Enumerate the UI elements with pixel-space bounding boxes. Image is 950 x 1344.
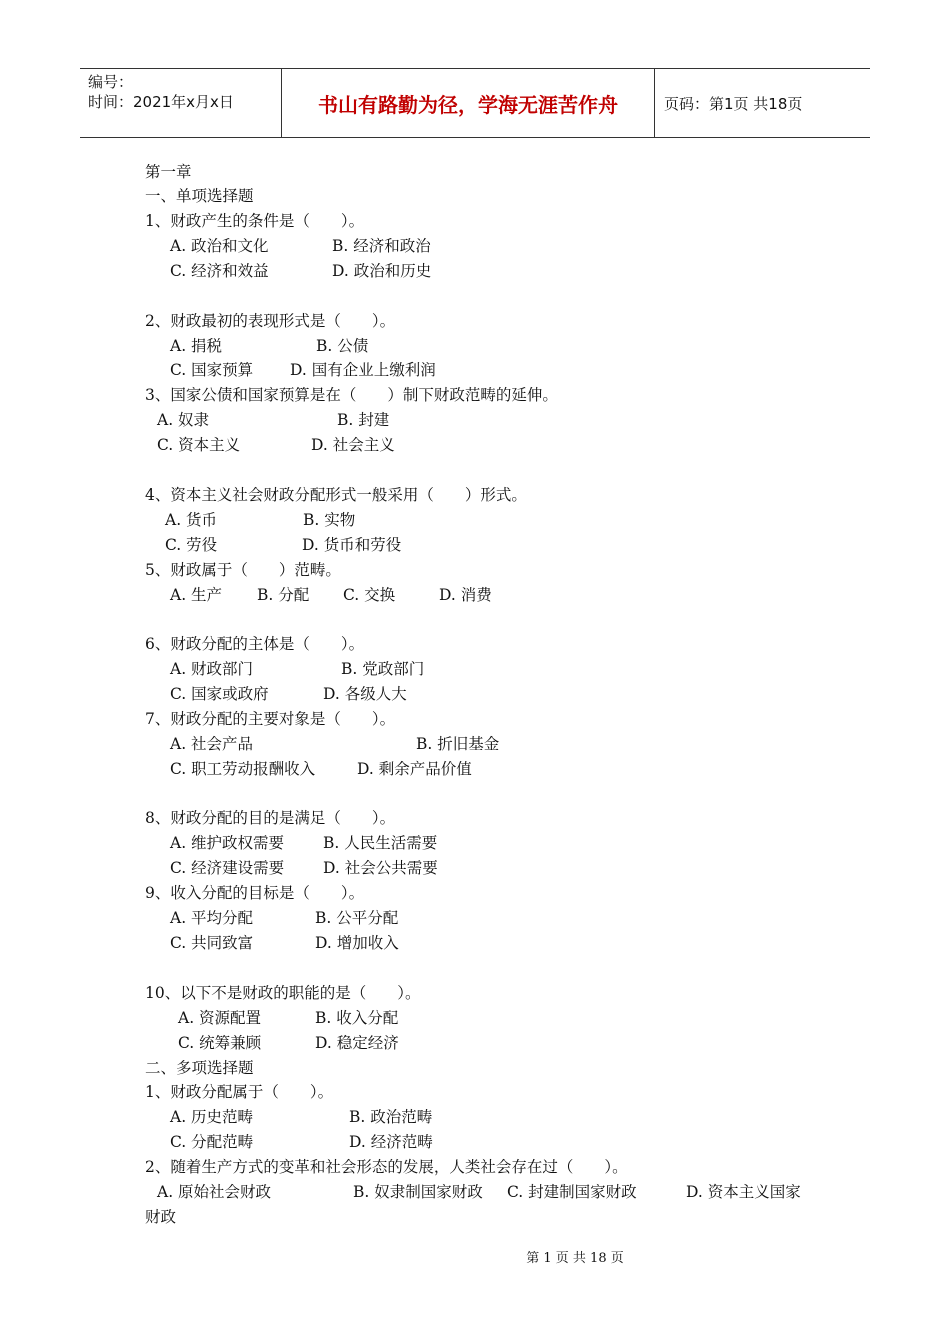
option: C. 统筹兼顾 (178, 1034, 262, 1052)
option: A. 政治和文化 (170, 237, 269, 255)
option: D. 增加收入 (315, 934, 399, 952)
option: B. 收入分配 (315, 1009, 399, 1027)
option: D. 经济范畴 (349, 1133, 433, 1151)
option: C. 经济和效益 (170, 262, 269, 280)
page-footer (0, 1247, 950, 1266)
option: C. 交换 (343, 586, 396, 604)
option: A. 平均分配 (170, 909, 254, 927)
option: B. 封建 (337, 411, 390, 429)
page-info: 页码：第1页 共18页 (664, 94, 803, 113)
date-label: 时间：2021年x月x日 (88, 93, 234, 111)
question-text: 2、财政最初的表现形式是（ ）。 (145, 312, 396, 330)
option: A. 资源配置 (178, 1009, 262, 1027)
option: D. 消费 (439, 586, 492, 604)
option: A. 原始社会财政 (157, 1183, 272, 1201)
header-motto: 书山有路勤为径，学海无涯苦作舟 (281, 69, 655, 137)
header-right (654, 69, 870, 137)
question-text: 1、财政分配属于（ ）。 (145, 1083, 334, 1101)
option: D. 稳定经济 (315, 1034, 399, 1052)
option: C. 经济建设需要 (170, 859, 285, 877)
section-heading: 二、多项选择题 (145, 1059, 254, 1077)
option: B. 折旧基金 (416, 735, 500, 753)
option: D. 社会主义 (311, 436, 395, 454)
section-heading: 一、单项选择题 (145, 187, 254, 205)
option: D. 政治和历史 (332, 262, 432, 280)
question-text: 7、财政分配的主要对象是（ ）。 (145, 710, 396, 728)
option: D. 剩余产品价值 (357, 760, 472, 778)
page-header (80, 68, 870, 138)
question-text: 10、以下不是财政的职能的是（ ）。 (145, 984, 421, 1002)
option: C. 分配范畴 (170, 1133, 254, 1151)
option: C. 国家或政府 (170, 685, 269, 703)
option: A. 货币 (165, 511, 218, 529)
option: D. 社会公共需要 (323, 859, 438, 877)
question-text: 8、财政分配的目的是满足（ ）。 (145, 809, 396, 827)
option: C. 职工劳动报酬收入 (170, 760, 316, 778)
option: B. 经济和政治 (332, 237, 431, 255)
option: A. 维护政权需要 (170, 834, 285, 852)
serial-label: 编号： (88, 73, 134, 91)
option: B. 分配 (257, 586, 310, 604)
option: A. 奴隶 (157, 411, 210, 429)
question-text: 1、财政产生的条件是（ ）。 (145, 212, 365, 230)
option: A. 财政部门 (170, 660, 254, 678)
option: B. 人民生活需要 (323, 834, 438, 852)
header-left (80, 69, 280, 137)
option: D. 资本主义国家 (686, 1183, 801, 1201)
question-text: 9、收入分配的目标是（ ）。 (145, 884, 365, 902)
question-text: 5、财政属于（ ）范畴。 (145, 561, 341, 579)
footer-page-number: 第 1 页 共 18 页 (526, 1251, 624, 1266)
option: A. 生产 (170, 586, 223, 604)
option: D. 国有企业上缴利润 (290, 361, 436, 379)
chapter-title: 第一章 (145, 163, 192, 181)
option: A. 捐税 (170, 337, 223, 355)
option: D. 各级人大 (323, 685, 407, 703)
question-text: 4、资本主义社会财政分配形式一般采用（ ）形式。 (145, 486, 527, 504)
option: B. 公平分配 (315, 909, 399, 927)
option: A. 社会产品 (170, 735, 254, 753)
option: B. 政治范畴 (349, 1108, 433, 1126)
option: B. 党政部门 (341, 660, 425, 678)
option: C. 共同致富 (170, 934, 254, 952)
option: B. 公债 (316, 337, 369, 355)
option: D. 货币和劳役 (302, 536, 402, 554)
option: A. 历史范畴 (170, 1108, 254, 1126)
option: C. 劳役 (165, 536, 218, 554)
option: C. 国家预算 (170, 361, 254, 379)
option: C. 封建制国家财政 (507, 1183, 637, 1201)
option: C. 资本主义 (157, 436, 241, 454)
question-text: 2、随着生产方式的变革和社会形态的发展，人类社会存在过（ ）。 (145, 1158, 628, 1176)
question-text: 6、财政分配的主体是（ ）。 (145, 635, 365, 653)
option-continuation: 财政 (145, 1208, 177, 1226)
option: B. 实物 (303, 511, 356, 529)
question-text: 3、国家公债和国家预算是在（ ）制下财政范畴的延伸。 (145, 386, 558, 404)
option: B. 奴隶制国家财政 (353, 1183, 483, 1201)
